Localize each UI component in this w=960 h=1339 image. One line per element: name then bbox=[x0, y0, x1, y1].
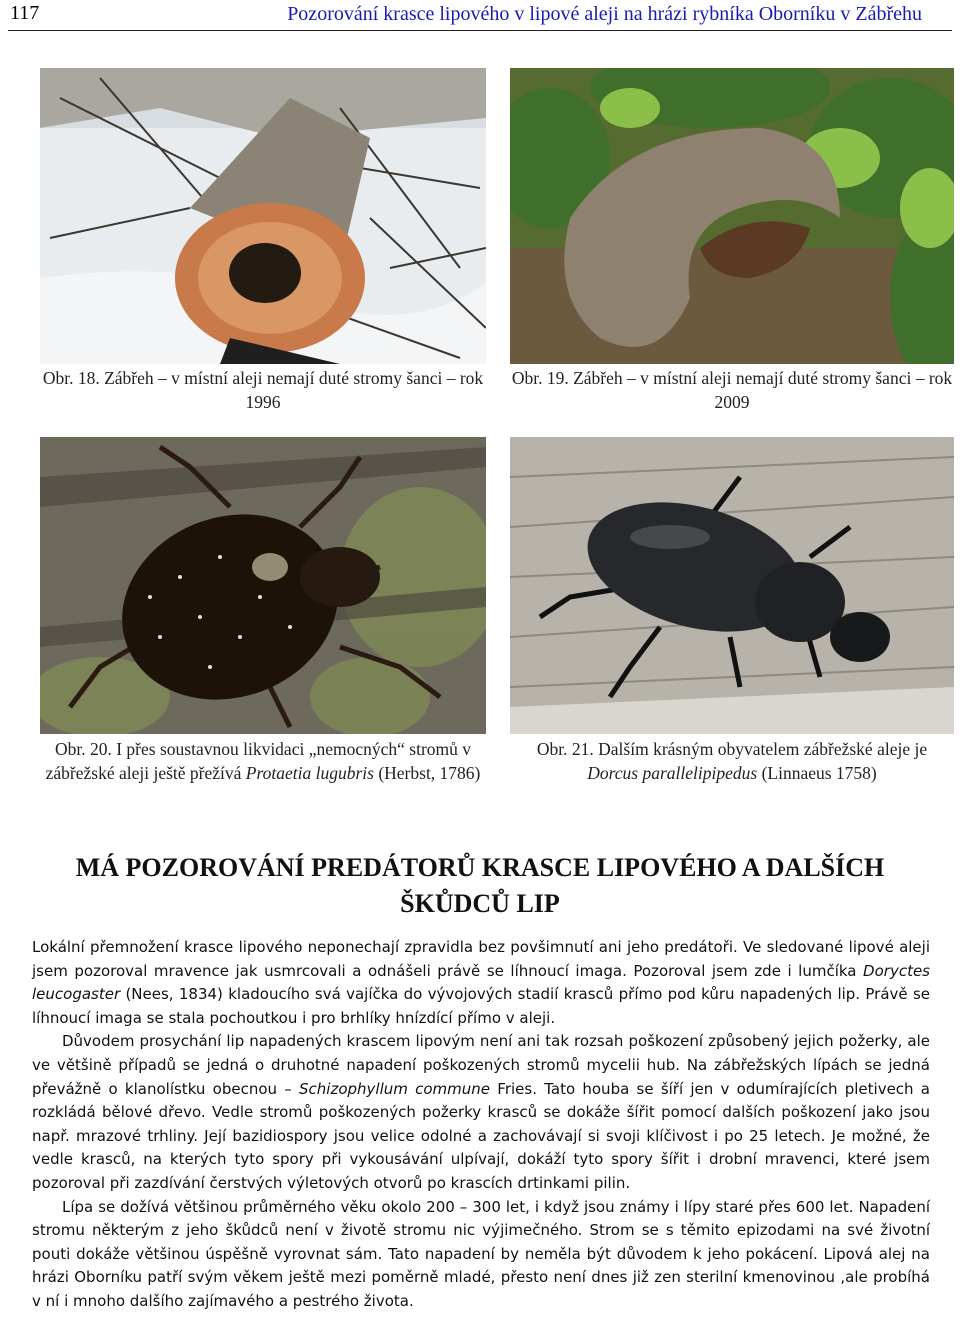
figure-18-caption: Obr. 18. Zábřeh – v místní aleji nemají duté stromy šanci – rok 1996 bbox=[42, 368, 484, 412]
paragraph-1: Lokální přemnožení krasce lipového neponechají zpravidla bez povšimnutí ani jeho predátoři. Ve sledované lipové aleji jsem pozoroval mravence jak usmrcovali a odnášeli právě se líhnoucí imaga. Pozoroval jsem zde i lumčíka Doryctes leucogaster (Nees, 1834) kladoucího svá vajíčka do vývojových stadií krasců přímo pod kůru napadených lip. Právě se líhnoucí imaga se stala pochoutkou i pro brhlíky hnízdící přímo v aleji. bbox=[32, 938, 930, 1027]
photo-felled-log bbox=[40, 68, 486, 364]
photo-hollow-stump bbox=[510, 68, 954, 364]
article-body bbox=[32, 936, 930, 1314]
photo-protaetia-beetle bbox=[40, 437, 486, 734]
page-header bbox=[8, 0, 952, 31]
figure-19-caption: Obr. 19. Zábřeh – v místní aleji nemají duté stromy šanci – rok 2009 bbox=[511, 368, 953, 412]
running-title: Pozorování krasce lipového v lipové aleji na hrázi rybníka Oborníku v Zábřehu bbox=[287, 3, 922, 25]
photo-dorcus-beetle bbox=[510, 437, 954, 734]
paragraph-2: Důvodem prosychání lip napadených krascem lipovým není ani tak rozsah poškození způsobený jejich požerky, ale ve většině případů se jedná o druhotné napadení poškozených stromů mycelii hub. Na zábřežských lípách se jedná převážně o klanolístku obecnou – Schizophyllum commune Fries. Tato houba se šíří jen v odumírajících pletivech a rozkládá bělové dřevo. Vedle stromů poškozených požerky krasců se dokáže šířit pomocí dalších poškození jako jsou např. mrazové trhliny. Její bazidiospory jsou velice odolné a zachovávají si svoji klíčivost i po 25 letech. Je možné, že vedle krasců, na kterých tyto spory při vykousávání ulpívají, dokáží tyto spory šířit i drobní mravenci, které jsem pozoroval při zazdívání čerstvých výletových otvorů po krascích drtinkami pilin. bbox=[32, 1032, 930, 1192]
figure-21-caption: Obr. 21. Dalším krásným obyvatelem zábřežské aleje je Dorcus parallelipipedus (Linnaeus 1758) bbox=[536, 739, 928, 783]
section-heading: MÁ POZOROVÁNÍ PREDÁTORŮ KRASCE LIPOVÉHO A DALŠÍCH ŠKŮDCŮ LIP bbox=[75, 853, 885, 918]
figure-20-caption: Obr. 20. I přes soustavnou likvidaci „nemocných“ stromů v zábřežské aleji ještě přežívá Protaetia lugubris (Herbst, 1786) bbox=[45, 739, 481, 783]
paragraph-3: Lípa se dožívá většinou průměrného věku okolo 200 – 300 let, i když jsou známy i lípy staré přes 600 let. Napadení stromu některým z jeho škůdců není v životě stromu nic výjimečného. Strom se s těmito epizodami na své životní pouti dokáže většinou úspěšně vyrovnat sám. Tato napadení by neměla být důvodem k jeho pokácení. Lipová alej na hrázi Oborníku patří svým věkem ještě mezi poměrně mladé, přesto není dnes již zen sterilní kmenovinou ,ale probíhá v ní i mnoho dalšího zajímavého a pestrého života. bbox=[32, 1197, 930, 1310]
page-number: 117 bbox=[10, 2, 40, 24]
